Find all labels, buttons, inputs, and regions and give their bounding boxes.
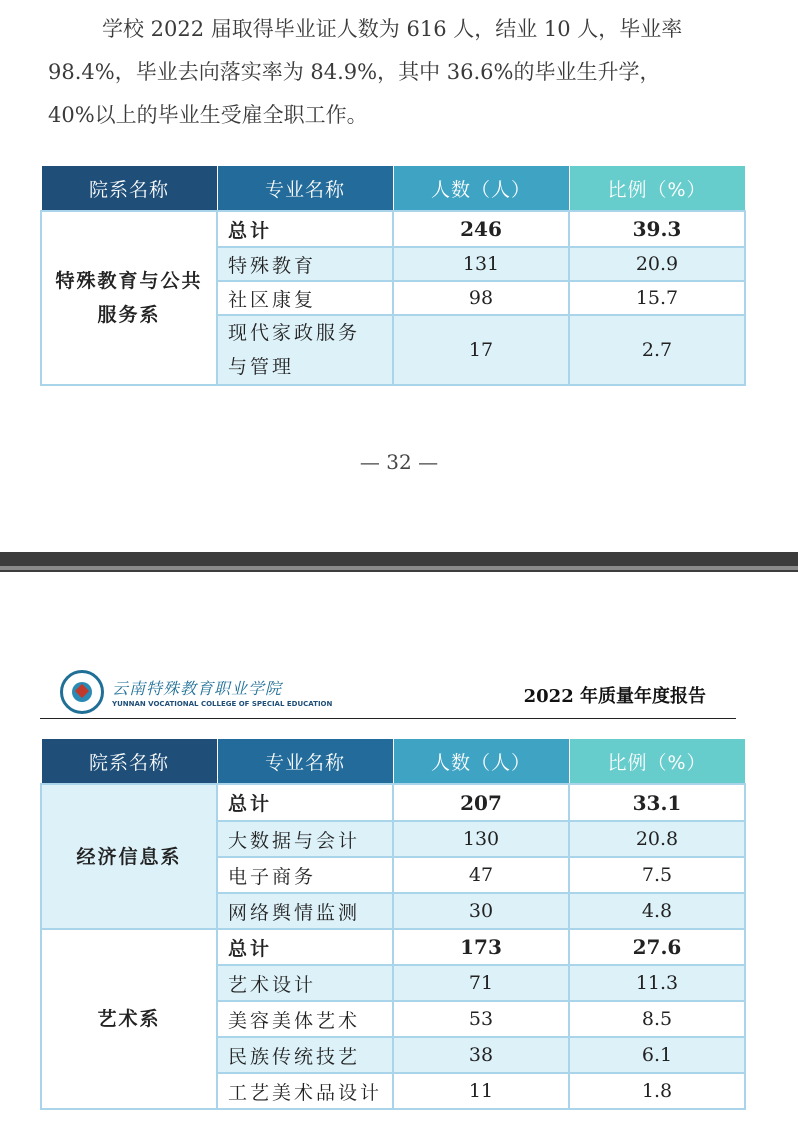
count-cell: 246	[393, 211, 569, 247]
header-count: 人数（人）	[393, 739, 569, 785]
major-cell: 艺术设计	[217, 965, 393, 1001]
count-cell: 173	[393, 929, 569, 965]
report-title: 2022 年质量年度报告	[523, 686, 706, 707]
ratio-cell: 33.1	[569, 784, 745, 821]
table-row	[41, 784, 745, 821]
college-name: 云南特殊教育职业学院	[112, 679, 283, 698]
ratio-cell: 1.8	[569, 1073, 745, 1109]
ratio-cell: 27.6	[569, 929, 745, 965]
major-cell: 美容美体艺术	[217, 1001, 393, 1037]
count-cell: 130	[393, 821, 569, 857]
header-dept: 院系名称	[41, 739, 217, 785]
intro-paragraph	[48, 8, 748, 137]
paragraph-line-1: 学校 2022 届取得毕业证人数为 616 人，结业 10 人，毕业率	[102, 17, 683, 41]
major-name: 现代家政服务与管理	[228, 322, 361, 378]
table-row	[41, 929, 745, 965]
major-cell: 总计	[217, 929, 393, 965]
table-header-row	[41, 739, 745, 785]
count-cell: 11	[393, 1073, 569, 1109]
header-major: 专业名称	[217, 739, 393, 785]
major-cell: 总计	[217, 784, 393, 821]
header-ratio: 比例（%）	[569, 739, 745, 785]
table-row	[41, 211, 745, 247]
ratio-cell: 7.5	[569, 857, 745, 893]
report-header	[40, 668, 736, 719]
paragraph-line-3: 40%以上的毕业生受雇全职工作。	[48, 103, 368, 127]
count-cell: 71	[393, 965, 569, 1001]
ratio-cell: 15.7	[569, 281, 745, 315]
ratio-cell: 6.1	[569, 1037, 745, 1073]
college-logo-icon	[60, 670, 104, 714]
dept-cell: 经济信息系	[41, 784, 217, 929]
ratio-cell: 2.7	[569, 315, 745, 385]
page-number: — 32 —	[359, 450, 439, 474]
count-cell: 47	[393, 857, 569, 893]
paragraph-line-2: 98.4%，毕业去向落实率为 84.9%，其中 36.6%的毕业生升学，	[48, 60, 661, 84]
ratio-cell: 11.3	[569, 965, 745, 1001]
dept-name: 特殊教育与公共服务系	[55, 270, 203, 326]
dept-cell: 艺术系	[41, 929, 217, 1109]
count-cell: 30	[393, 893, 569, 929]
page-divider-shadow	[0, 566, 798, 570]
major-cell: 特殊教育	[217, 247, 393, 281]
count-cell: 17	[393, 315, 569, 385]
major-cell: 网络舆情监测	[217, 893, 393, 929]
ratio-cell: 8.5	[569, 1001, 745, 1037]
count-cell: 98	[393, 281, 569, 315]
dept-cell	[41, 211, 217, 385]
table-departments	[40, 738, 746, 1110]
count-cell: 131	[393, 247, 569, 281]
count-cell: 38	[393, 1037, 569, 1073]
ratio-cell: 20.9	[569, 247, 745, 281]
major-cell: 大数据与会计	[217, 821, 393, 857]
major-cell: 社区康复	[217, 281, 393, 315]
header-major: 专业名称	[217, 166, 393, 212]
ratio-cell: 20.8	[569, 821, 745, 857]
major-cell: 民族传统技艺	[217, 1037, 393, 1073]
ratio-cell: 4.8	[569, 893, 745, 929]
header-count: 人数（人）	[393, 166, 569, 212]
ratio-cell: 39.3	[569, 211, 745, 247]
major-cell: 总计	[217, 211, 393, 247]
major-cell	[217, 315, 393, 385]
table-special-education	[40, 165, 746, 386]
header-ratio: 比例（%）	[569, 166, 745, 212]
header-dept: 院系名称	[41, 166, 217, 212]
table-header-row	[41, 166, 745, 212]
count-cell: 53	[393, 1001, 569, 1037]
count-cell: 207	[393, 784, 569, 821]
college-name-en: YUNNAN VOCATIONAL COLLEGE OF SPECIAL EDUCATION	[112, 700, 333, 708]
major-cell: 电子商务	[217, 857, 393, 893]
major-cell: 工艺美术品设计	[217, 1073, 393, 1109]
